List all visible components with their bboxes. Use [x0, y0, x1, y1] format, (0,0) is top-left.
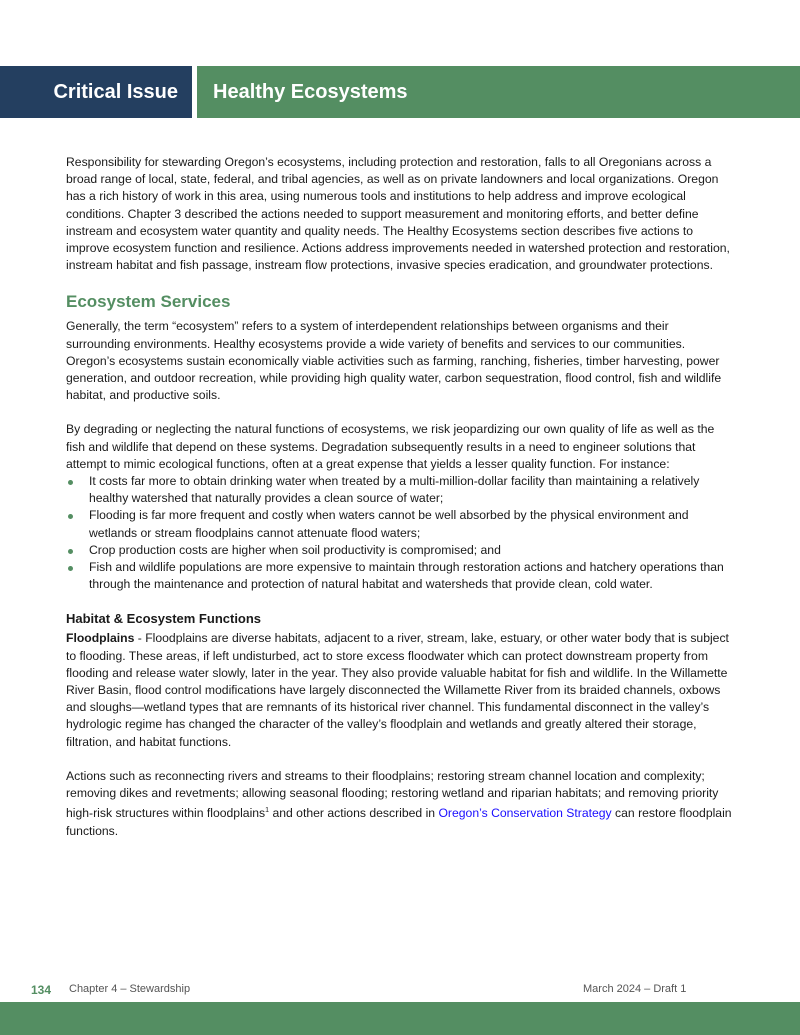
heading-habitat-functions: Habitat & Ecosystem Functions [66, 611, 262, 627]
actions-text-end: can restore floodplain functions. [66, 806, 732, 838]
floodplains-paragraph [66, 630, 736, 750]
chapter-label: Chapter 4 – Stewardship [69, 983, 191, 995]
conservation-strategy-link[interactable]: Oregon’s Conservation Strategy [438, 806, 612, 821]
section-banner [0, 66, 800, 118]
floodplains-text: - Floodplains are diverse habitats, adjacent to a river, stream, lake, estuary, or other water body that is subject to flooding. These areas, if left undisturbed, act to store excess floodwater which can protect downstream property from flooding and release water slowly, later in the year. They also provide valuable habitat for fish and wildlife. In the Willamette River Basin, flood control modifications have largely disconnected the Willamette River from its braided channels, oxbows and sloughs—wetland types that are remnants of its historical river channel. This fundamental disconnect in the valley’s hydrologic regime has changed the character of the valley’s floodplain and wetlands and greatly altered their storage, filtration, and habitat functions. [66, 631, 729, 749]
document-body [66, 154, 736, 857]
heading-ecosystem-services: Ecosystem Services [66, 292, 231, 312]
services-paragraph-1: Generally, the term “ecosystem” refers to a system of interdependent relationships between organisms and their surrounding environments. Healthy ecosystems provide a wide variety of benefits and services to our communities. Oregon’s ecosystems sustain economically viable activities such as farming, ranching, fisheries, timber harvesting, power generation, and outdoor recreation, while providing high quality water, carbon sequestration, flood control, fish and wildlife habitat, and productive soils. [66, 319, 722, 403]
banner-critical-issue: Critical Issue [0, 66, 192, 118]
services-paragraph-2: By degrading or neglecting the natural functions of ecosystems, we risk jeopardizing our own quality of life as well as the fish and wildlife that depend on these systems. Degradation subsequently results in a need to engineer solutions that attempt to mimic ecological functions, often at a great expense that yields a lesser quality function. For instance: [66, 422, 715, 471]
list-item: Crop production costs are higher when soil productivity is compromised; and [89, 542, 736, 559]
list-item: Fish and wildlife populations are more expensive to maintain through restoration actions and hatchery operations than through the maintenance and protection of natural habitat and watersheds that provide clean, cold water. [89, 559, 736, 593]
actions-text-mid: and other actions described in [269, 806, 439, 821]
services-bullet-list [66, 473, 736, 593]
footnote-ref[interactable]: 1 [265, 807, 270, 815]
list-item: It costs far more to obtain drinking water when treated by a multi-million-dollar facility than maintaining a relatively healthy watershed that naturally provides a clean source of water; [89, 473, 736, 507]
footer-bar [0, 1002, 800, 1035]
draft-date: March 2024 – Draft 1 [583, 983, 687, 995]
page-number: 134 [31, 983, 52, 997]
intro-paragraph: Responsibility for stewarding Oregon’s ecosystems, including protection and restoration, falls to all Oregonians across a broad range of local, state, federal, and tribal agencies, as well as on private landowners and local organizations. Oregon has a rich history of work in this area, using numerous tools and institutions to help address and improve ecological conditions. Chapter 3 described the actions needed to support measurement and monitoring efforts, and better define instream and ecosystem water quantity and quality needs. The Healthy Ecosystems section describes five actions to improve ecosystem function and resilience. Actions address improvements needed in watershed protection and restoration, instream habitat and fish passage, instream flow protections, invasive species eradication, and groundwater protections. [66, 155, 730, 273]
floodplains-label: Floodplains [66, 631, 135, 646]
banner-section-title: Healthy Ecosystems [197, 66, 800, 118]
list-item: Flooding is far more frequent and costly when waters cannot be well absorbed by the physical environment and wetlands or stream floodplains cannot attenuate flood waters; [89, 507, 736, 541]
actions-text: Actions such as reconnecting rivers and streams to their floodplains; restoring stream channel location and complexity; removing dikes and revetments; allowing seasonal flooding; restoring wetland and riparian habitats; and removing priority high-risk structures within floodplains [66, 768, 719, 821]
actions-paragraph [66, 768, 736, 840]
